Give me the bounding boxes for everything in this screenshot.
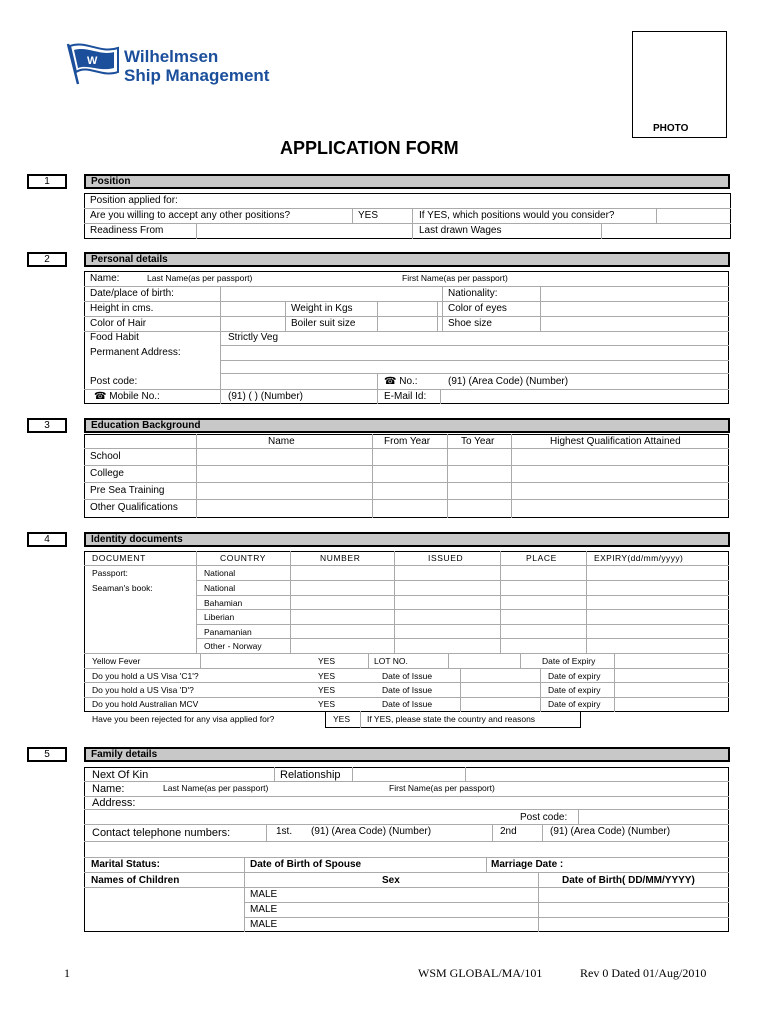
company-logo — [64, 42, 294, 90]
rejected-label: Have you been rejected for any visa applied for? — [92, 714, 275, 724]
postcode-label: Post code: — [90, 376, 138, 387]
row-school: School — [90, 451, 121, 462]
date-of-issue-label: Date of Issue — [382, 671, 433, 681]
country-5: Panamanian — [204, 627, 252, 637]
photo-box[interactable] — [632, 31, 727, 138]
row-college: College — [90, 468, 124, 479]
next-of-kin-label: Next Of Kin — [92, 769, 149, 781]
section-number: 5 — [27, 747, 67, 762]
marriage-date-label: Marriage Date : — [491, 859, 564, 870]
second-phone-label: 2nd — [500, 826, 517, 837]
name-label: Name: — [90, 273, 120, 284]
second-phone-format: (91) (Area Code) (Number) — [550, 826, 671, 837]
sex-label: Sex — [382, 875, 400, 886]
weight-label: Weight in Kgs — [291, 303, 353, 314]
eyes-label: Color of eyes — [448, 303, 507, 314]
col-qualification: Highest Qualification Attained — [550, 436, 681, 447]
nationality-label: Nationality: — [448, 288, 498, 299]
position-applied-label: Position applied for: — [90, 195, 178, 206]
row-presea: Pre Sea Training — [90, 485, 165, 496]
section-number: 3 — [27, 418, 67, 433]
last-name-label: Last Name(as per passport) — [147, 273, 253, 283]
page-number: 1 — [64, 966, 70, 980]
food-value: Strictly Veg — [228, 332, 279, 343]
dob-label: Date/place of birth: — [90, 288, 174, 299]
section-number: 2 — [27, 252, 67, 267]
country-6: Other - Norway — [204, 641, 262, 651]
col-country: COUNTRY — [220, 553, 267, 563]
aus-mcv-label: Do you hold Australian MCV — [92, 699, 199, 709]
section-header: Identity documents — [84, 532, 730, 547]
date-of-issue-label: Date of Issue — [382, 685, 433, 695]
col-issued: ISSUED — [428, 553, 464, 563]
yes-label: YES — [318, 699, 336, 709]
accept-other-label: Are you willing to accept any other positions? — [90, 210, 291, 221]
col-place: PLACE — [526, 553, 557, 563]
boiler-label: Boiler suit size — [291, 318, 356, 329]
marital-status-label: Marital Status: — [91, 859, 160, 870]
yes-label: YES — [358, 210, 379, 221]
date-of-issue-label: Date of Issue — [382, 699, 433, 709]
yellow-fever-label: Yellow Fever — [92, 656, 141, 666]
yes-label: YES — [333, 714, 351, 724]
if-yes-label: If YES, which positions would you consider? — [419, 210, 615, 221]
food-label: Food Habit — [90, 332, 139, 343]
us-c1-label: Do you hold a US Visa 'C1'? — [92, 671, 199, 681]
document-code: WSM GLOBAL/MA/101 — [418, 966, 543, 980]
page-title: APPLICATION FORM — [280, 138, 459, 158]
last-name-label: Last Name(as per passport) — [163, 783, 269, 793]
section-header: Education Background — [84, 418, 730, 433]
country-3: Bahamian — [204, 598, 243, 608]
row-other: Other Qualifications — [90, 502, 178, 513]
children-label: Names of Children — [91, 875, 180, 886]
logo-line1: Wilhelmsen — [124, 47, 219, 66]
seamans-book-label: Seaman's book: — [92, 583, 153, 593]
male-label: MALE — [250, 919, 278, 930]
yes-label: YES — [318, 685, 336, 695]
date-of-expiry-label: Date of expiry — [548, 685, 601, 695]
country-2: National — [204, 583, 236, 593]
us-d-label: Do you hold a US Visa 'D'? — [92, 685, 194, 695]
yes-label: YES — [318, 671, 336, 681]
col-name: Name — [268, 436, 295, 447]
section-header: Position — [84, 174, 730, 189]
first-phone-label: 1st. — [276, 826, 293, 837]
address-label: Address: — [92, 797, 136, 809]
photo-label: PHOTO — [653, 123, 689, 134]
flag-letter: W — [87, 55, 98, 67]
readiness-label: Readiness From — [90, 225, 164, 236]
shoe-label: Shoe size — [448, 318, 492, 329]
passport-label: Passport: — [92, 568, 128, 578]
dob-child-label: Date of Birth( DD/MM/YYYY) — [562, 875, 695, 886]
male-label: MALE — [250, 889, 278, 900]
country-4: Liberian — [204, 612, 235, 622]
logo-line2: Ship Management — [124, 66, 270, 85]
phone-label: ☎ No.: — [384, 376, 418, 387]
col-expiry: EXPIRY(dd/mm/yyyy) — [594, 553, 684, 563]
dob-spouse-label: Date of Birth of Spouse — [250, 859, 362, 870]
first-name-label: First Name(as per passport) — [389, 783, 495, 793]
male-label: MALE — [250, 904, 278, 915]
rejected-if-yes: If YES, please state the country and reasons — [367, 714, 536, 724]
col-from-year: From Year — [384, 436, 431, 447]
col-to-year: To Year — [461, 436, 495, 447]
section-header: Family details — [84, 747, 730, 762]
contact-label: Contact telephone numbers: — [92, 827, 231, 839]
date-of-expiry-label: Date of Expiry — [542, 656, 596, 666]
postcode-label: Post code: — [520, 812, 568, 823]
name-label: Name: — [92, 783, 125, 795]
email-label: E-Mail Id: — [384, 391, 427, 402]
country-1: National — [204, 568, 236, 578]
first-name-label: First Name(as per passport) — [402, 273, 508, 283]
col-number: NUMBER — [320, 553, 361, 563]
hair-label: Color of Hair — [90, 318, 147, 329]
revision: Rev 0 Dated 01/Aug/2010 — [580, 966, 707, 980]
section-header: Personal details — [84, 252, 730, 267]
relationship-label: Relationship — [280, 769, 341, 781]
wages-label: Last drawn Wages — [419, 225, 502, 236]
first-phone-format: (91) (Area Code) (Number) — [311, 826, 432, 837]
mobile-label: ☎ Mobile No.: — [94, 391, 160, 402]
address-label: Permanent Address: — [90, 347, 181, 358]
section-number: 4 — [27, 532, 67, 547]
section-number: 1 — [27, 174, 67, 189]
date-of-expiry-label: Date of expiry — [548, 671, 601, 681]
mobile-format: (91) ( ) (Number) — [228, 391, 304, 402]
height-label: Height in cms. — [90, 303, 154, 314]
col-document: DOCUMENT — [92, 553, 146, 563]
date-of-expiry-label: Date of expiry — [548, 699, 601, 709]
phone-format: (91) (Area Code) (Number) — [448, 376, 569, 387]
yes-label: YES — [318, 656, 336, 666]
lot-no-label: LOT NO. — [374, 656, 408, 666]
